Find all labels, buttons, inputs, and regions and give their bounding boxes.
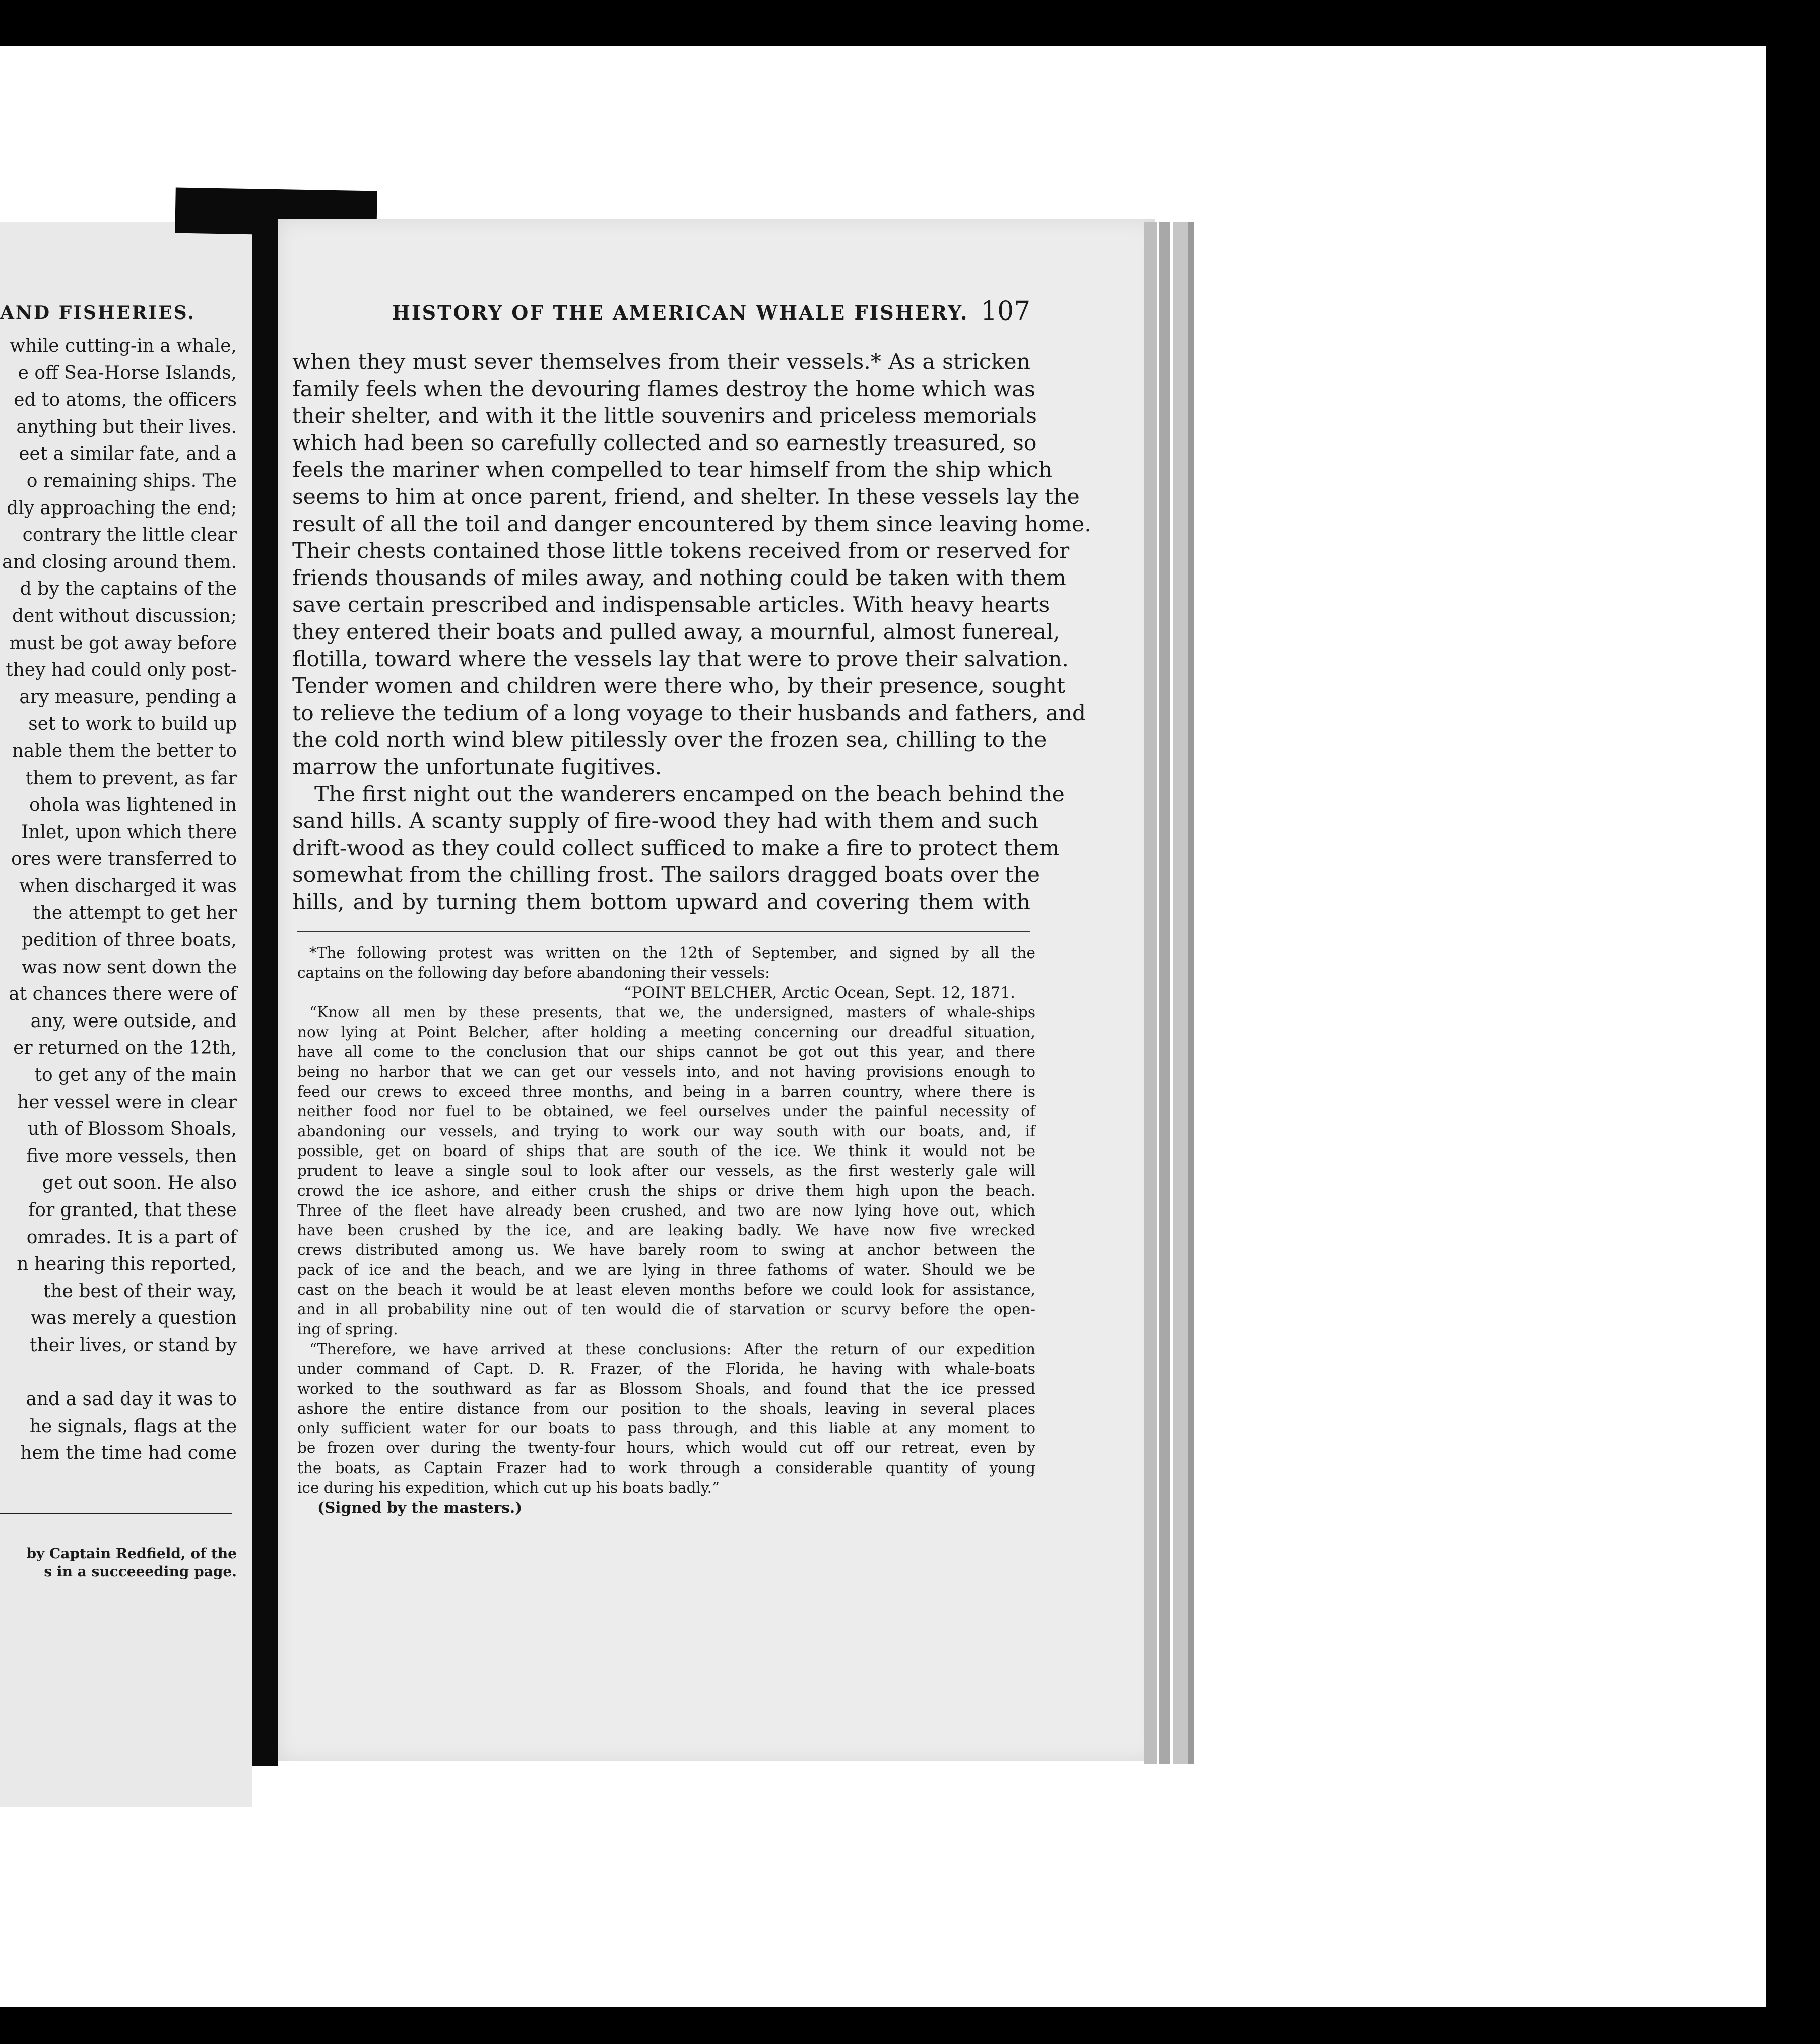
text-line: under command of Capt. D. R. Frazer, of the Florida, he having with whale-boats <box>297 1360 1035 1378</box>
text-line: feels the mariner when compelled to tear himself from the ship which <box>292 458 1053 483</box>
text-line: Inlet, upon which there <box>21 821 237 843</box>
text-line: flotilla, toward where the vessels lay that were to prove their salvation. <box>292 647 1069 672</box>
text-line: ed to atoms, the officers <box>14 390 237 411</box>
text-line: eet a similar fate, and a <box>19 443 237 465</box>
text-line: only sufficient water for our boats to pass through, and this liable at any moment to <box>297 1420 1035 1437</box>
scan-border-right <box>1764 0 1820 2044</box>
text-line: them to prevent, as far <box>25 768 237 789</box>
page-edge <box>1188 222 1194 1764</box>
text-line: the attempt to get her <box>33 903 237 924</box>
left-running-header: AND FISHERIES. <box>0 302 196 324</box>
text-line: ashore the entire distance from our position to the shoals, leaving in several places <box>297 1399 1035 1417</box>
text-line: Tender women and children were there who, by their presence, sought <box>292 674 1065 699</box>
text-line: *The following protest was written on the 12th of September, and signed by all the <box>309 944 1035 962</box>
text-line: their lives, or stand by <box>30 1334 237 1356</box>
text-line: omrades. It is a part of <box>26 1227 237 1248</box>
footnote-text <box>297 943 1035 1518</box>
text-line: prudent to leave a single soul to look after our vessels, as the first westerly gale will <box>297 1162 1035 1180</box>
text-line: “Therefore, we have arrived at these conclusions: After the return of our expedition <box>309 1340 1035 1358</box>
text-line: to get any of the main <box>34 1065 237 1086</box>
text-line: s in a succeeeding page. <box>44 1563 237 1580</box>
text-line: was now sent down the <box>21 956 237 978</box>
page-edge <box>1159 222 1170 1764</box>
text-line: for granted, that these <box>28 1200 237 1221</box>
text-line: feed our crews to exceed three months, and being in a barren country, where there is <box>297 1083 1035 1101</box>
text-line: e off Sea-Horse Islands, <box>18 362 237 384</box>
text-line: family feels when the devouring flames destroy the home which was <box>292 376 1035 402</box>
text-line <box>0 1359 237 1386</box>
text-line: ary measure, pending a <box>19 686 237 708</box>
text-line: er returned on the 12th, <box>13 1038 237 1059</box>
text-line: pedition of three boats, <box>21 930 237 951</box>
text-line: seems to him at once parent, friend, and shelter. In these vessels lay the <box>292 484 1080 509</box>
text-line: crews distributed among us. We have barely room to swing at anchor between the <box>297 1241 1035 1259</box>
text-line: (Signed by the masters.) <box>317 1499 523 1517</box>
text-line: have all come to the conclusion that our ships cannot be got out this year, and there <box>297 1043 1035 1061</box>
text-line: Three of the fleet have already been crushed, and two are now lying hove out, which <box>297 1201 1035 1219</box>
page-number: 107 <box>981 296 1031 327</box>
text-line: friends thousands of miles away, and nothing could be taken with them <box>292 565 1066 591</box>
text-line: which had been so carefully collected and so earnestly treasured, so <box>292 430 1037 456</box>
scan-border-gap <box>1762 46 1766 2007</box>
text-line: the best of their way, <box>43 1281 237 1302</box>
text-line: Their chests contained those little tokens received from or reserved for <box>292 539 1070 564</box>
left-page-body <box>0 333 237 1467</box>
text-line: when they must sever themselves from their vessels.* As a stricken <box>292 350 1030 374</box>
text-line: ores were transferred to <box>11 849 237 870</box>
text-line: ice during his expedition, which cut up his boats badly.” <box>297 1479 720 1497</box>
text-line: get out soon. He also <box>42 1173 237 1194</box>
text-line: have been crushed by the ice, and are leaking badly. We have now five wrecked <box>297 1222 1035 1239</box>
text-line: crowd the ice ashore, and either crush the ships or drive them high upon the beach. <box>297 1182 1035 1199</box>
text-line: set to work to build up <box>28 714 237 735</box>
text-line: dly approaching the end; <box>7 497 237 519</box>
text-line: “POINT BELCHER, Arctic Ocean, Sept. 12, 1871. <box>623 983 1015 1002</box>
text-line: the cold north wind blew pitilessly over the frozen sea, chilling to the <box>292 728 1047 753</box>
text-line: was merely a question <box>30 1308 237 1329</box>
text-line: somewhat from the chilling frost. The sailors dragged boats over the <box>292 863 1041 888</box>
page-edge <box>1144 222 1157 1764</box>
footnote-rule <box>0 1513 232 1514</box>
text-line: their shelter, and with it the little souvenirs and priceless memorials <box>292 404 1037 429</box>
text-line: now lying at Point Belcher, after holding a meeting concerning our dreadful situation, <box>297 1024 1035 1041</box>
text-line: the boats, as Captain Frazer had to work through a considerable quantity of young <box>297 1459 1035 1477</box>
text-line: five more vessels, then <box>26 1145 237 1167</box>
text-line: possible, get on board of ships that are south of the ice. We think it would not be <box>297 1142 1035 1160</box>
book-spine <box>252 227 278 1766</box>
text-line: any, were outside, and <box>30 1010 237 1032</box>
footnote-rule <box>297 931 1030 932</box>
text-line: contrary the little clear <box>22 525 237 546</box>
text-line: they entered their boats and pulled away, a mournful, almost funereal, <box>292 619 1060 645</box>
text-line: be frozen over during the twenty-four hours, which would cut off our retreat, even by <box>297 1439 1035 1457</box>
text-line: they had could only post- <box>6 660 237 681</box>
text-line: dent without discussion; <box>12 605 237 626</box>
text-line: anything but their lives. <box>16 416 237 437</box>
text-line: her vessel were in clear <box>17 1092 237 1113</box>
text-line: and a sad day it was to <box>26 1389 237 1410</box>
text-line: worked to the southward as far as Blossom Shoals, and found that the ice pressed <box>297 1380 1035 1397</box>
text-line: being no harbor that we can get our vessels into, and not having provisions enough to <box>297 1063 1035 1080</box>
text-line: at chances there were of <box>9 984 237 1005</box>
text-line: marrow the unfortunate fugitives. <box>292 754 662 780</box>
text-line: ing of spring. <box>297 1320 398 1338</box>
text-line: hills, and by turning them bottom upward and covering them with <box>292 889 1030 915</box>
text-line: and closing around them. <box>2 551 237 572</box>
left-page-footnote <box>0 1545 237 1581</box>
text-line: sand hills. A scanty supply of fire-wood they had with them and such <box>292 809 1038 834</box>
text-line: captains on the following day before abandoning their vessels: <box>297 964 770 982</box>
text-line: result of all the toil and danger encountered by them since leaving home. <box>292 512 1091 537</box>
text-line: n hearing this reported, <box>17 1254 237 1275</box>
text-line: drift-wood as they could collect sufficed to make a fire to protect them <box>292 836 1060 861</box>
text-line: cast on the beach it would be at least eleven months before we could look for assistance, <box>297 1281 1035 1299</box>
page-edge <box>1173 222 1188 1764</box>
text-line: ohola was lightened in <box>29 795 237 816</box>
text-line: must be got away before <box>9 632 237 654</box>
text-line: hem the time had come <box>20 1443 237 1464</box>
text-line: pack of ice and the beach, and we are lying in three fathoms of water. Should we be <box>297 1261 1035 1279</box>
text-line: to relieve the tedium of a long voyage to their husbands and fathers, and <box>292 700 1086 726</box>
scan-border-bottom <box>0 2007 1820 2044</box>
text-line: when discharged it was <box>19 875 237 897</box>
text-line: uth of Blossom Shoals, <box>28 1119 237 1140</box>
body-text <box>292 349 1091 916</box>
scan-border-top <box>0 0 1820 46</box>
running-header: HISTORY OF THE AMERICAN WHALE FISHERY. <box>392 301 969 324</box>
text-line: d by the captains of the <box>20 579 237 600</box>
text-line: he signals, flags at the <box>29 1416 237 1437</box>
text-line: while cutting-in a whale, <box>10 336 237 356</box>
text-line: by Captain Redfield, of the <box>26 1545 237 1562</box>
text-line: save certain prescribed and indispensable articles. With heavy hearts <box>292 593 1050 618</box>
text-line: nable them the better to <box>12 740 237 761</box>
text-line: “Know all men by these presents, that we, the undersigned, masters of whale-ships <box>309 1003 1035 1021</box>
text-line: abandoning our vessels, and trying to work our way south with our boats, and, if <box>297 1122 1035 1140</box>
text-line: and in all probability nine out of ten would die of starvation or scurvy before the open- <box>297 1301 1035 1318</box>
text-line: The first night out the wanderers encamped on the beach behind the <box>314 782 1065 807</box>
text-line: neither food nor fuel to be obtained, we feel ourselves under the painful necessity of <box>297 1103 1035 1120</box>
text-line: o remaining ships. The <box>26 470 237 491</box>
